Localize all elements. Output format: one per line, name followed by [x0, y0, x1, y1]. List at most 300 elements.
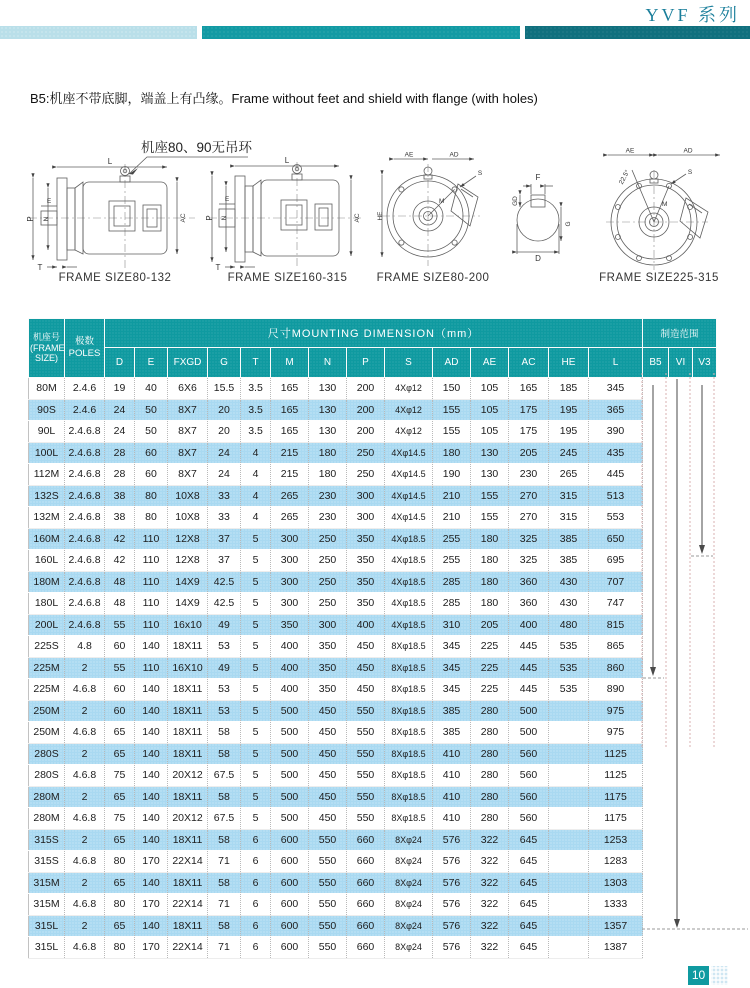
- header-col-AE: AE: [471, 348, 509, 378]
- range-cell: [693, 507, 717, 529]
- range-cell: [669, 571, 693, 593]
- cell: 230: [309, 507, 347, 529]
- table-row: [29, 679, 717, 701]
- cell: 650: [589, 528, 643, 550]
- dim-T: T: [37, 263, 43, 272]
- dim-AC: AC: [180, 213, 187, 223]
- cell: 5: [241, 636, 271, 658]
- table-row: [29, 421, 717, 443]
- range-cell: [669, 442, 693, 464]
- cell: 345: [433, 636, 471, 658]
- cell: 4.6.8: [65, 765, 105, 787]
- drawing-frame-80-200: [376, 150, 491, 270]
- cell: 250: [309, 571, 347, 593]
- cell: 130: [309, 378, 347, 400]
- header-poles: [65, 319, 105, 378]
- cell: 22X14: [168, 937, 208, 959]
- dim-N: N: [43, 216, 50, 222]
- header-col-S: S: [385, 348, 433, 378]
- cell: 110: [135, 614, 168, 636]
- cell: 8Xφ24: [385, 829, 433, 851]
- decor-bar-mid: [202, 26, 520, 39]
- cell: 10X8: [168, 507, 208, 529]
- cell: 170: [135, 937, 168, 959]
- cell: 18X11: [168, 722, 208, 744]
- cell: 80: [105, 851, 135, 873]
- cell: 280M: [29, 808, 65, 830]
- cell: 300: [347, 485, 385, 507]
- page-title: YVF 系列: [645, 5, 740, 25]
- cell: 200: [347, 399, 385, 421]
- page-number: 10: [688, 966, 709, 985]
- cell: 225S: [29, 636, 65, 658]
- cell: 500: [509, 700, 549, 722]
- header-col-FXGD: FXGD: [168, 348, 208, 378]
- cell: 55: [105, 657, 135, 679]
- cell: 450: [309, 722, 347, 744]
- cell: 4.6.8: [65, 722, 105, 744]
- cell: 1357: [589, 915, 643, 937]
- cell: [549, 894, 589, 916]
- cell: 8Xφ18.5: [385, 679, 433, 701]
- cell: 315: [549, 485, 589, 507]
- dim-AD: AD: [449, 151, 459, 159]
- table-subheader: [29, 348, 717, 378]
- cell: 205: [509, 442, 549, 464]
- range-cell: [693, 700, 717, 722]
- section-description: B5:机座不带底脚，端盖上有凸缘。Frame without feet and shield with flange (with holes): [30, 91, 538, 106]
- table-row: [29, 528, 717, 550]
- cell: 8X7: [168, 399, 208, 421]
- range-cell: [643, 593, 669, 615]
- range-cell: [669, 808, 693, 830]
- cell: 4Xφ12: [385, 399, 433, 421]
- cell: 2: [65, 872, 105, 894]
- cell: 155: [471, 485, 509, 507]
- cell: 48: [105, 593, 135, 615]
- cell: 365: [589, 399, 643, 421]
- header-frame-line3: SIZE): [34, 353, 58, 364]
- mounting-dimension-table: [28, 318, 717, 959]
- cell: 270: [509, 507, 549, 529]
- range-cell: [643, 700, 669, 722]
- cell: 255: [433, 550, 471, 572]
- header-col-E: E: [135, 348, 168, 378]
- cell: 350: [347, 571, 385, 593]
- cell: 5: [241, 550, 271, 572]
- cell: 660: [347, 872, 385, 894]
- cell: 550: [309, 851, 347, 873]
- range-cell: [643, 786, 669, 808]
- cell: 3.5: [241, 399, 271, 421]
- table-header: [29, 319, 717, 378]
- dimension-lines: [512, 173, 572, 263]
- range-cell: [669, 550, 693, 572]
- cell: 576: [433, 915, 471, 937]
- cell: 130: [309, 421, 347, 443]
- cell: 4Xφ14.5: [385, 442, 433, 464]
- cell: 5: [241, 722, 271, 744]
- cell: 8Xφ18.5: [385, 636, 433, 658]
- cell: 4Xφ14.5: [385, 485, 433, 507]
- cell: 8Xφ24: [385, 894, 433, 916]
- cell: 360: [509, 571, 549, 593]
- cell: 350: [309, 636, 347, 658]
- range-cell: [669, 743, 693, 765]
- cell: 8Xφ24: [385, 915, 433, 937]
- cell: 815: [589, 614, 643, 636]
- cell: 6: [241, 937, 271, 959]
- cell: 1175: [589, 808, 643, 830]
- dim-M: M: [439, 198, 445, 205]
- cell: 1283: [589, 851, 643, 873]
- range-cell: [693, 657, 717, 679]
- range-cell: [693, 614, 717, 636]
- cell: 4Xφ14.5: [385, 464, 433, 486]
- cell: 410: [433, 808, 471, 830]
- cell: 6: [241, 915, 271, 937]
- range-cell: [643, 421, 669, 443]
- cell: 28: [105, 464, 135, 486]
- range-cell: [643, 829, 669, 851]
- caption-frame-80-132: FRAME SIZE80-132: [58, 272, 172, 284]
- table-row: [29, 571, 717, 593]
- cell: 20X12: [168, 808, 208, 830]
- table-row: [29, 464, 717, 486]
- cell: [549, 937, 589, 959]
- cell: 285: [433, 571, 471, 593]
- cell: 22X14: [168, 894, 208, 916]
- cell: 10X8: [168, 485, 208, 507]
- cell: 60: [105, 679, 135, 701]
- cell: 20X12: [168, 765, 208, 787]
- cell: 280: [471, 765, 509, 787]
- cell: 19: [105, 378, 135, 400]
- range-cell: [669, 829, 693, 851]
- cell: 225M: [29, 657, 65, 679]
- cell: 445: [589, 464, 643, 486]
- cell: 225M: [29, 679, 65, 701]
- cell: 48: [105, 571, 135, 593]
- cell: 250: [347, 464, 385, 486]
- cell: 33: [208, 507, 241, 529]
- cell: 315M: [29, 872, 65, 894]
- cell: 160L: [29, 550, 65, 572]
- cell: 38: [105, 485, 135, 507]
- range-cell: [643, 378, 669, 400]
- range-cell: [669, 593, 693, 615]
- range-cell: [693, 571, 717, 593]
- cell: 560: [509, 765, 549, 787]
- cell: 6: [241, 872, 271, 894]
- cell: 4: [241, 507, 271, 529]
- cell: 310: [433, 614, 471, 636]
- cell: 80: [135, 485, 168, 507]
- table-row: [29, 485, 717, 507]
- cell: 350: [347, 550, 385, 572]
- cell: 535: [549, 657, 589, 679]
- cell: 660: [347, 937, 385, 959]
- cell: 2: [65, 786, 105, 808]
- cell: 445: [509, 657, 549, 679]
- range-cell: [669, 872, 693, 894]
- cell: 180L: [29, 593, 65, 615]
- cell: 600: [271, 872, 309, 894]
- cell: 255: [433, 528, 471, 550]
- cell: 400: [347, 614, 385, 636]
- callout-note: 机座80、90无吊环: [141, 140, 253, 155]
- header-col-P: P: [347, 348, 385, 378]
- dimension-lines: [26, 157, 187, 272]
- cell: 315S: [29, 829, 65, 851]
- cell: 280: [471, 722, 509, 744]
- table-row: [29, 851, 717, 873]
- cell: 20: [208, 399, 241, 421]
- cell: 385: [433, 722, 471, 744]
- range-cell: [693, 743, 717, 765]
- range-cell: [693, 765, 717, 787]
- range-cell: [669, 786, 693, 808]
- cell: 450: [309, 700, 347, 722]
- range-cell: [669, 614, 693, 636]
- cell: 2.4.6.8: [65, 550, 105, 572]
- cell: 140: [135, 808, 168, 830]
- range-cell: [669, 679, 693, 701]
- range-cell: [669, 894, 693, 916]
- table-row: [29, 937, 717, 959]
- cell: 130: [471, 464, 509, 486]
- cell: 5: [241, 614, 271, 636]
- table-row: [29, 872, 717, 894]
- range-cell: [693, 528, 717, 550]
- table-row: [29, 378, 717, 400]
- cell: 400: [271, 636, 309, 658]
- cell: [549, 743, 589, 765]
- cell: 140: [135, 829, 168, 851]
- cell: 5: [241, 700, 271, 722]
- table-row: [29, 593, 717, 615]
- cell: 2: [65, 743, 105, 765]
- cell: 4.6.8: [65, 894, 105, 916]
- range-cell: [693, 808, 717, 830]
- dimension-lines: [205, 156, 361, 272]
- cell: 600: [271, 915, 309, 937]
- header-col-M: M: [271, 348, 309, 378]
- cell: 2: [65, 657, 105, 679]
- caption-frame-225-315: FRAME SIZE225-315: [599, 272, 719, 284]
- cell: 4.6.8: [65, 937, 105, 959]
- header-col-D: D: [105, 348, 135, 378]
- cell: 660: [347, 829, 385, 851]
- range-cell: [669, 915, 693, 937]
- cell: 450: [347, 636, 385, 658]
- dim-E: E: [46, 198, 52, 205]
- cell: 132M: [29, 507, 65, 529]
- range-cell: [643, 485, 669, 507]
- cell: 576: [433, 851, 471, 873]
- cell: 38: [105, 507, 135, 529]
- cell: 65: [105, 915, 135, 937]
- cell: 40: [135, 378, 168, 400]
- cell: 600: [271, 894, 309, 916]
- cell: 645: [509, 894, 549, 916]
- table-row: [29, 507, 717, 529]
- cell: [549, 786, 589, 808]
- cell: 110: [135, 593, 168, 615]
- cell: 33: [208, 485, 241, 507]
- dim-AD: AD: [683, 147, 693, 155]
- dim-P: P: [205, 215, 214, 221]
- cell: 60: [135, 464, 168, 486]
- cell: 12X8: [168, 550, 208, 572]
- cell: 860: [589, 657, 643, 679]
- cell: 4Xφ18.5: [385, 614, 433, 636]
- cell: [549, 829, 589, 851]
- cell: 890: [589, 679, 643, 701]
- cell: 2: [65, 700, 105, 722]
- cell: 140: [135, 636, 168, 658]
- range-cell: [643, 528, 669, 550]
- cell: [549, 700, 589, 722]
- range-cell: [669, 399, 693, 421]
- cell: 210: [433, 507, 471, 529]
- cell: 58: [208, 786, 241, 808]
- cell: 16x10: [168, 614, 208, 636]
- cell: [549, 872, 589, 894]
- cell: 225: [471, 679, 509, 701]
- cell: 345: [433, 657, 471, 679]
- motor-side-view: [219, 165, 339, 263]
- cell: 49: [208, 614, 241, 636]
- cell: 165: [271, 378, 309, 400]
- cell: 180: [309, 464, 347, 486]
- range-cell: [669, 700, 693, 722]
- cell: 60: [135, 442, 168, 464]
- cell: 280S: [29, 765, 65, 787]
- cell: 245: [549, 442, 589, 464]
- cell: 350: [309, 657, 347, 679]
- cell: 315S: [29, 851, 65, 873]
- dim-D: D: [535, 254, 541, 263]
- table-row: [29, 894, 717, 916]
- cell: 2.4.6.8: [65, 464, 105, 486]
- cell: 280M: [29, 786, 65, 808]
- cell: 1387: [589, 937, 643, 959]
- header-col-G: G: [208, 348, 241, 378]
- cell: 280: [471, 808, 509, 830]
- cell: 4.8: [65, 636, 105, 658]
- cell: [549, 722, 589, 744]
- header-col-AD: AD: [433, 348, 471, 378]
- range-cell: [693, 722, 717, 744]
- cell: 140: [135, 765, 168, 787]
- range-cell: [643, 722, 669, 744]
- cell: 110: [135, 571, 168, 593]
- cell: 6X6: [168, 378, 208, 400]
- cell: 1125: [589, 743, 643, 765]
- cell: 65: [105, 786, 135, 808]
- cell: 360: [509, 593, 549, 615]
- cell: 660: [347, 851, 385, 873]
- range-cell: [643, 679, 669, 701]
- cell: 140: [135, 700, 168, 722]
- cell: 170: [135, 894, 168, 916]
- header-col-B5: B5: [643, 348, 669, 378]
- cell: 265: [271, 485, 309, 507]
- cell: 250: [347, 442, 385, 464]
- header-col-HE: HE: [549, 348, 589, 378]
- cell: 50: [135, 421, 168, 443]
- cell: 2.4.6.8: [65, 571, 105, 593]
- range-cell: [669, 765, 693, 787]
- range-cell: [669, 722, 693, 744]
- cell: 58: [208, 872, 241, 894]
- cell: 1253: [589, 829, 643, 851]
- cell: 4Xφ18.5: [385, 550, 433, 572]
- cell: [549, 808, 589, 830]
- range-cell: [643, 550, 669, 572]
- header-frame-size: [29, 319, 65, 378]
- range-cell: [643, 636, 669, 658]
- cell: 2.4.6.8: [65, 507, 105, 529]
- cell: 390: [589, 421, 643, 443]
- cell: 345: [589, 378, 643, 400]
- cell: 513: [589, 485, 643, 507]
- cell: 8Xφ18.5: [385, 808, 433, 830]
- range-cell: [693, 894, 717, 916]
- cell: 42.5: [208, 593, 241, 615]
- cell: 200L: [29, 614, 65, 636]
- cell: 865: [589, 636, 643, 658]
- cell: 3.5: [241, 378, 271, 400]
- cell: 2.4.6.8: [65, 614, 105, 636]
- cell: 14X9: [168, 593, 208, 615]
- range-cell: [669, 485, 693, 507]
- cell: 450: [309, 808, 347, 830]
- cell: 285: [433, 593, 471, 615]
- cell: 385: [549, 528, 589, 550]
- cell: 5: [241, 765, 271, 787]
- dim-F: F: [535, 173, 541, 182]
- cell: 645: [509, 937, 549, 959]
- table-row: [29, 743, 717, 765]
- cell: 550: [309, 915, 347, 937]
- cell: 110: [135, 528, 168, 550]
- cell: 18X11: [168, 700, 208, 722]
- cell: 58: [208, 743, 241, 765]
- table-body: [29, 378, 717, 959]
- cell: 4Xφ12: [385, 421, 433, 443]
- cell: 5: [241, 786, 271, 808]
- cell: 8Xφ24: [385, 872, 433, 894]
- table-row: [29, 808, 717, 830]
- cell: 300: [271, 528, 309, 550]
- cell: 49: [208, 657, 241, 679]
- cell: 105: [471, 399, 509, 421]
- cell: 53: [208, 679, 241, 701]
- shaft-section-view: [517, 195, 559, 241]
- cell: 550: [309, 894, 347, 916]
- cell: 6: [241, 829, 271, 851]
- cell: 400: [509, 614, 549, 636]
- caption-frame-160-315: FRAME SIZE160-315: [227, 272, 348, 284]
- cell: 155: [433, 421, 471, 443]
- range-cell: [669, 507, 693, 529]
- cell: 535: [549, 679, 589, 701]
- cell: 180M: [29, 571, 65, 593]
- cell: 18X11: [168, 872, 208, 894]
- cell: 707: [589, 571, 643, 593]
